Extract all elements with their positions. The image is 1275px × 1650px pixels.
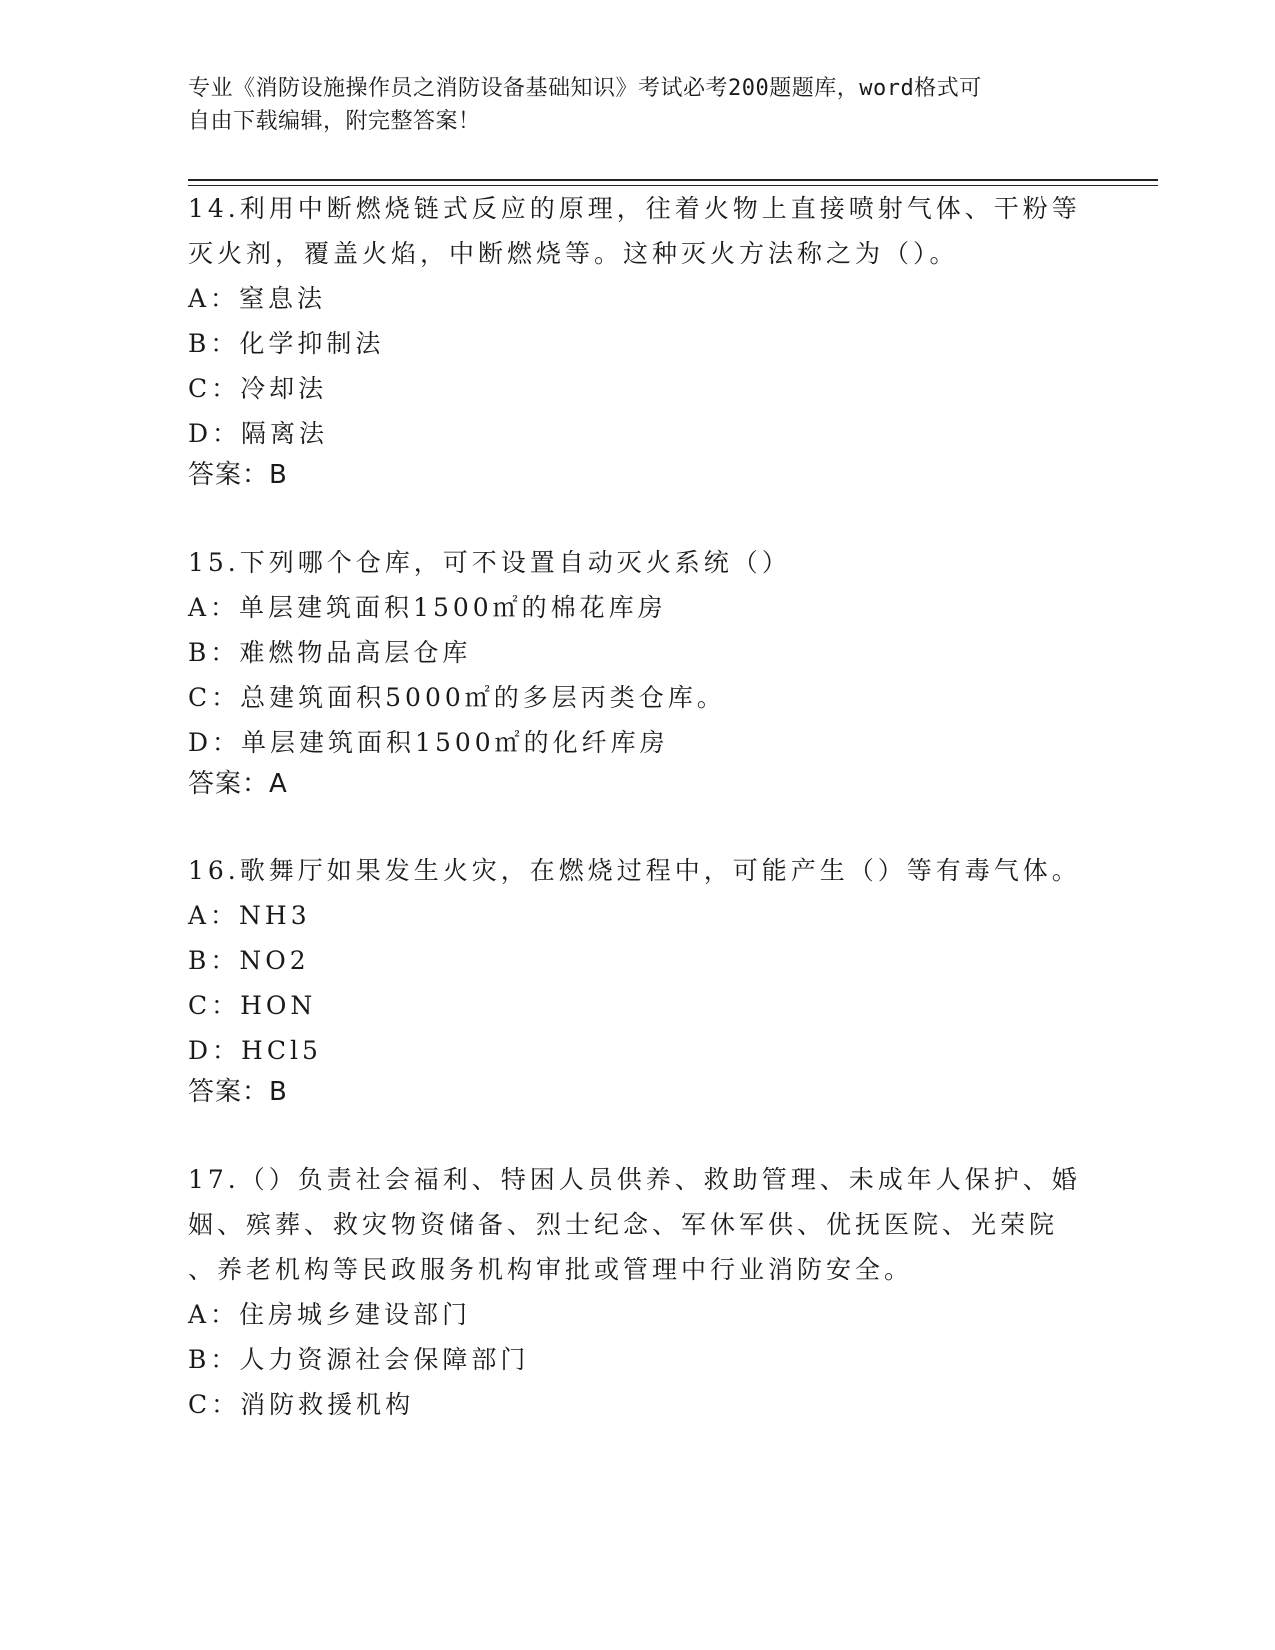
- option-a: A：窒息法: [188, 284, 327, 313]
- header-line-2: 自由下载编辑，附完整答案！: [188, 109, 481, 134]
- option-d: D：HCl5: [188, 1036, 322, 1065]
- option-b: B：NO2: [188, 946, 310, 975]
- header-rule-thick: [188, 179, 1158, 181]
- question-14-options: [188, 276, 1088, 456]
- option-c: C：总建筑面积5000㎡的多层丙类仓库。: [188, 683, 726, 712]
- question-16-answer: 答案：B: [188, 1077, 288, 1107]
- document-header: [188, 72, 1088, 138]
- question-17-options: [188, 1292, 1088, 1427]
- option-b: B：化学抑制法: [188, 329, 385, 358]
- question-17-stem: [188, 1157, 1088, 1292]
- option-c: C：HON: [188, 991, 317, 1020]
- stem-line: 14.利用中断燃烧链式反应的原理，往着火物上直接喷射气体、干粉等: [188, 194, 1081, 223]
- option-d: D：隔离法: [188, 419, 329, 448]
- option-a: A：单层建筑面积1500㎡的棉花库房: [188, 593, 667, 622]
- option-b: B：人力资源社会保障部门: [188, 1345, 530, 1374]
- option-d: D：单层建筑面积1500㎡的化纤库房: [188, 728, 669, 757]
- stem-line: 15.下列哪个仓库，可不设置自动灭火系统（）: [188, 548, 791, 577]
- option-a: A：住房城乡建设部门: [188, 1300, 472, 1329]
- stem-line: 灭火剂，覆盖火焰，中断燃烧等。这种灭火方法称之为（）。: [188, 239, 959, 268]
- header-line-1: 专业《消防设施操作员之消防设备基础知识》考试必考200题题库，word格式可: [188, 76, 982, 101]
- question-15-stem: [188, 540, 1088, 585]
- question-14-answer: 答案：B: [188, 460, 288, 490]
- question-16-stem: [188, 848, 1088, 893]
- question-15-options: [188, 585, 1088, 765]
- option-a: A：NH3: [188, 901, 311, 930]
- question-15-answer: 答案：A: [188, 769, 288, 799]
- option-c: C：消防救援机构: [188, 1390, 415, 1419]
- stem-line: 姻、殡葬、救灾物资储备、烈士纪念、军休军供、优抚医院、光荣院: [188, 1210, 1059, 1239]
- question-16-options: [188, 893, 1088, 1073]
- option-c: C：冷却法: [188, 374, 328, 403]
- stem-line: 17.（）负责社会福利、特困人员供养、救助管理、未成年人保护、婚: [188, 1165, 1081, 1194]
- option-b: B：难燃物品高层仓库: [188, 638, 472, 667]
- question-14-stem: [188, 186, 1088, 276]
- stem-line: 16.歌舞厅如果发生火灾，在燃烧过程中，可能产生（）等有毒气体。: [188, 856, 1081, 885]
- stem-line: 、养老机构等民政服务机构审批或管理中行业消防安全。: [188, 1255, 914, 1284]
